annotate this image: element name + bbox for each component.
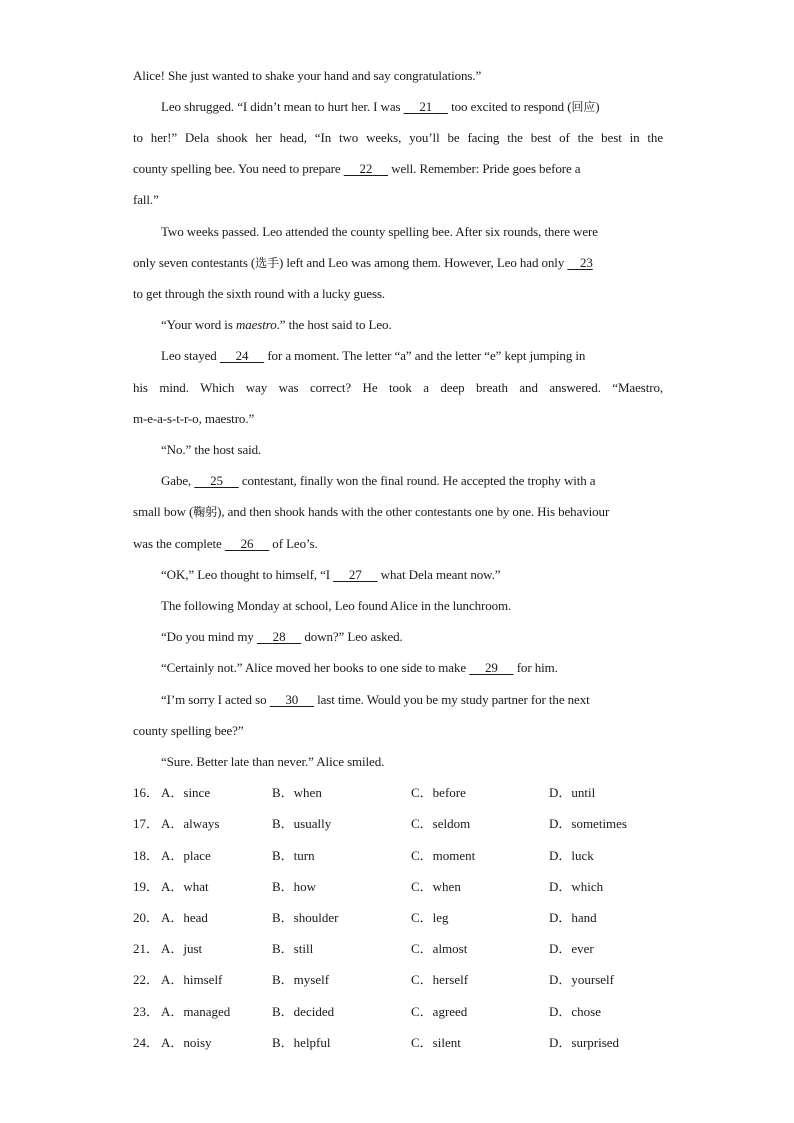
- passage-line: “No.” the host said.: [161, 442, 262, 457]
- option-b: B．decided: [272, 1004, 335, 1019]
- passage-line: Leo stayed 24 for a moment. The letter “a” and the letter “e” kept jumping in: [161, 348, 586, 363]
- passage-line: to get through the sixth round with a lucky guess.: [133, 286, 386, 301]
- option-c: C．when: [411, 879, 461, 894]
- blank-29: 29: [484, 660, 498, 675]
- option-c: C．before: [411, 785, 466, 800]
- option-c: C．leg: [411, 910, 449, 925]
- option-a: A．managed: [161, 1004, 231, 1019]
- question-row: [133, 1003, 663, 1021]
- passage-line: Gabe, 25 contestant, finally won the final round. He accepted the trophy with a: [161, 473, 596, 488]
- passage-line: only seven contestants (选手) left and Leo was among them. However, Leo had only 23: [133, 255, 593, 270]
- blank-26: 26: [240, 536, 254, 551]
- option-d: D．surprised: [549, 1035, 620, 1050]
- passage-line: fall.”: [133, 192, 159, 207]
- passage-line: was the complete 26 of Leo’s.: [133, 536, 318, 551]
- passage-line: “Certainly not.” Alice moved her books to one side to make 29 for him.: [161, 660, 558, 675]
- question-row: [133, 878, 663, 896]
- option-d: D．which: [549, 879, 604, 894]
- question-number: 19．: [133, 879, 160, 894]
- option-a: A．since: [161, 785, 211, 800]
- option-b: B．turn: [272, 848, 315, 863]
- passage-line: to her!” Dela shook her head, “In two weeks, you’ll be facing the best of the best in the: [133, 130, 663, 145]
- question-number: 18．: [133, 848, 160, 863]
- passage-line: “Your word is maestro.” the host said to Leo.: [161, 317, 392, 332]
- passage-line: Two weeks passed. Leo attended the county spelling bee. After six rounds, there were: [161, 224, 598, 239]
- option-a: A．himself: [161, 972, 223, 987]
- option-d: D．ever: [549, 941, 594, 956]
- option-d: D．chose: [549, 1004, 601, 1019]
- option-c: C．moment: [411, 848, 476, 863]
- option-a: A．always: [161, 816, 220, 831]
- option-b: B．when: [272, 785, 322, 800]
- option-d: D．hand: [549, 910, 597, 925]
- option-c: C．herself: [411, 972, 469, 987]
- passage-line: small bow (鞠躬), and then shook hands with the other contestants one by one. His behaviour: [133, 504, 610, 519]
- passage-line: his mind. Which way was correct? He took a deep breath and answered. “Maestro,: [133, 380, 663, 395]
- question-row: [133, 847, 663, 865]
- blank-27: 27: [348, 567, 362, 582]
- passage-line: “Do you mind my 28 down?” Leo asked.: [161, 629, 403, 644]
- blank-30: 30: [285, 692, 299, 707]
- option-c: C．silent: [411, 1035, 461, 1050]
- blank-21: 21: [419, 99, 433, 114]
- option-b: B．shoulder: [272, 910, 339, 925]
- passage-line: The following Monday at school, Leo found Alice in the lunchroom.: [161, 598, 512, 613]
- option-a: A．what: [161, 879, 209, 894]
- option-a: A．just: [161, 941, 203, 956]
- option-c: C．seldom: [411, 816, 471, 831]
- spelling-word: maestro: [235, 317, 277, 332]
- option-b: B．helpful: [272, 1035, 331, 1050]
- option-b: B．myself: [272, 972, 330, 987]
- option-c: C．agreed: [411, 1004, 468, 1019]
- blank-24: 24: [235, 348, 249, 363]
- option-d: D．sometimes: [549, 816, 627, 831]
- question-number: 22．: [133, 972, 160, 987]
- option-a: A．noisy: [161, 1035, 212, 1050]
- blank-25: 25: [210, 473, 223, 488]
- passage-line: county spelling bee?”: [133, 723, 244, 738]
- option-d: D．yourself: [549, 972, 614, 987]
- blank-23: 23: [579, 255, 593, 270]
- passage-line: “I’m sorry I acted so 30 last time. Would you be my study partner for the next: [161, 692, 590, 707]
- option-c: C．almost: [411, 941, 468, 956]
- question-number: 17．: [133, 816, 160, 831]
- passage-line: m-e-a-s-t-r-o, maestro.”: [133, 411, 255, 426]
- blank-28: 28: [272, 629, 286, 644]
- passage-line: “Sure. Better late than never.” Alice smiled.: [161, 754, 385, 769]
- option-a: A．head: [161, 910, 208, 925]
- passage-line: Leo shrugged. “I didn’t mean to hurt her. I was 21 too excited to respond (回应): [161, 99, 600, 114]
- question-row: [133, 1034, 663, 1052]
- option-b: B．how: [272, 879, 317, 894]
- question-number: 23．: [133, 1004, 160, 1019]
- passage-line: Alice! She just wanted to shake your hand and say congratulations.”: [133, 68, 482, 83]
- question-row: [133, 909, 663, 927]
- question-row: [133, 971, 663, 989]
- question-number: 24．: [133, 1035, 160, 1050]
- blank-22: 22: [359, 161, 373, 176]
- question-number: 16．: [133, 785, 160, 800]
- option-b: B．usually: [272, 816, 332, 831]
- question-row: [133, 940, 663, 958]
- option-d: D．until: [549, 785, 596, 800]
- question-row: [133, 815, 663, 833]
- option-d: D．luck: [549, 848, 594, 863]
- passage-line: “OK,” Leo thought to himself, “I 27 what Dela meant now.”: [161, 567, 501, 582]
- option-a: A．place: [161, 848, 211, 863]
- passage-line: county spelling bee. You need to prepare 22 well. Remember: Pride goes before a: [133, 161, 581, 176]
- question-number: 21．: [133, 941, 160, 956]
- question-number: 20．: [133, 910, 160, 925]
- option-b: B．still: [272, 941, 314, 956]
- question-row: [133, 784, 663, 802]
